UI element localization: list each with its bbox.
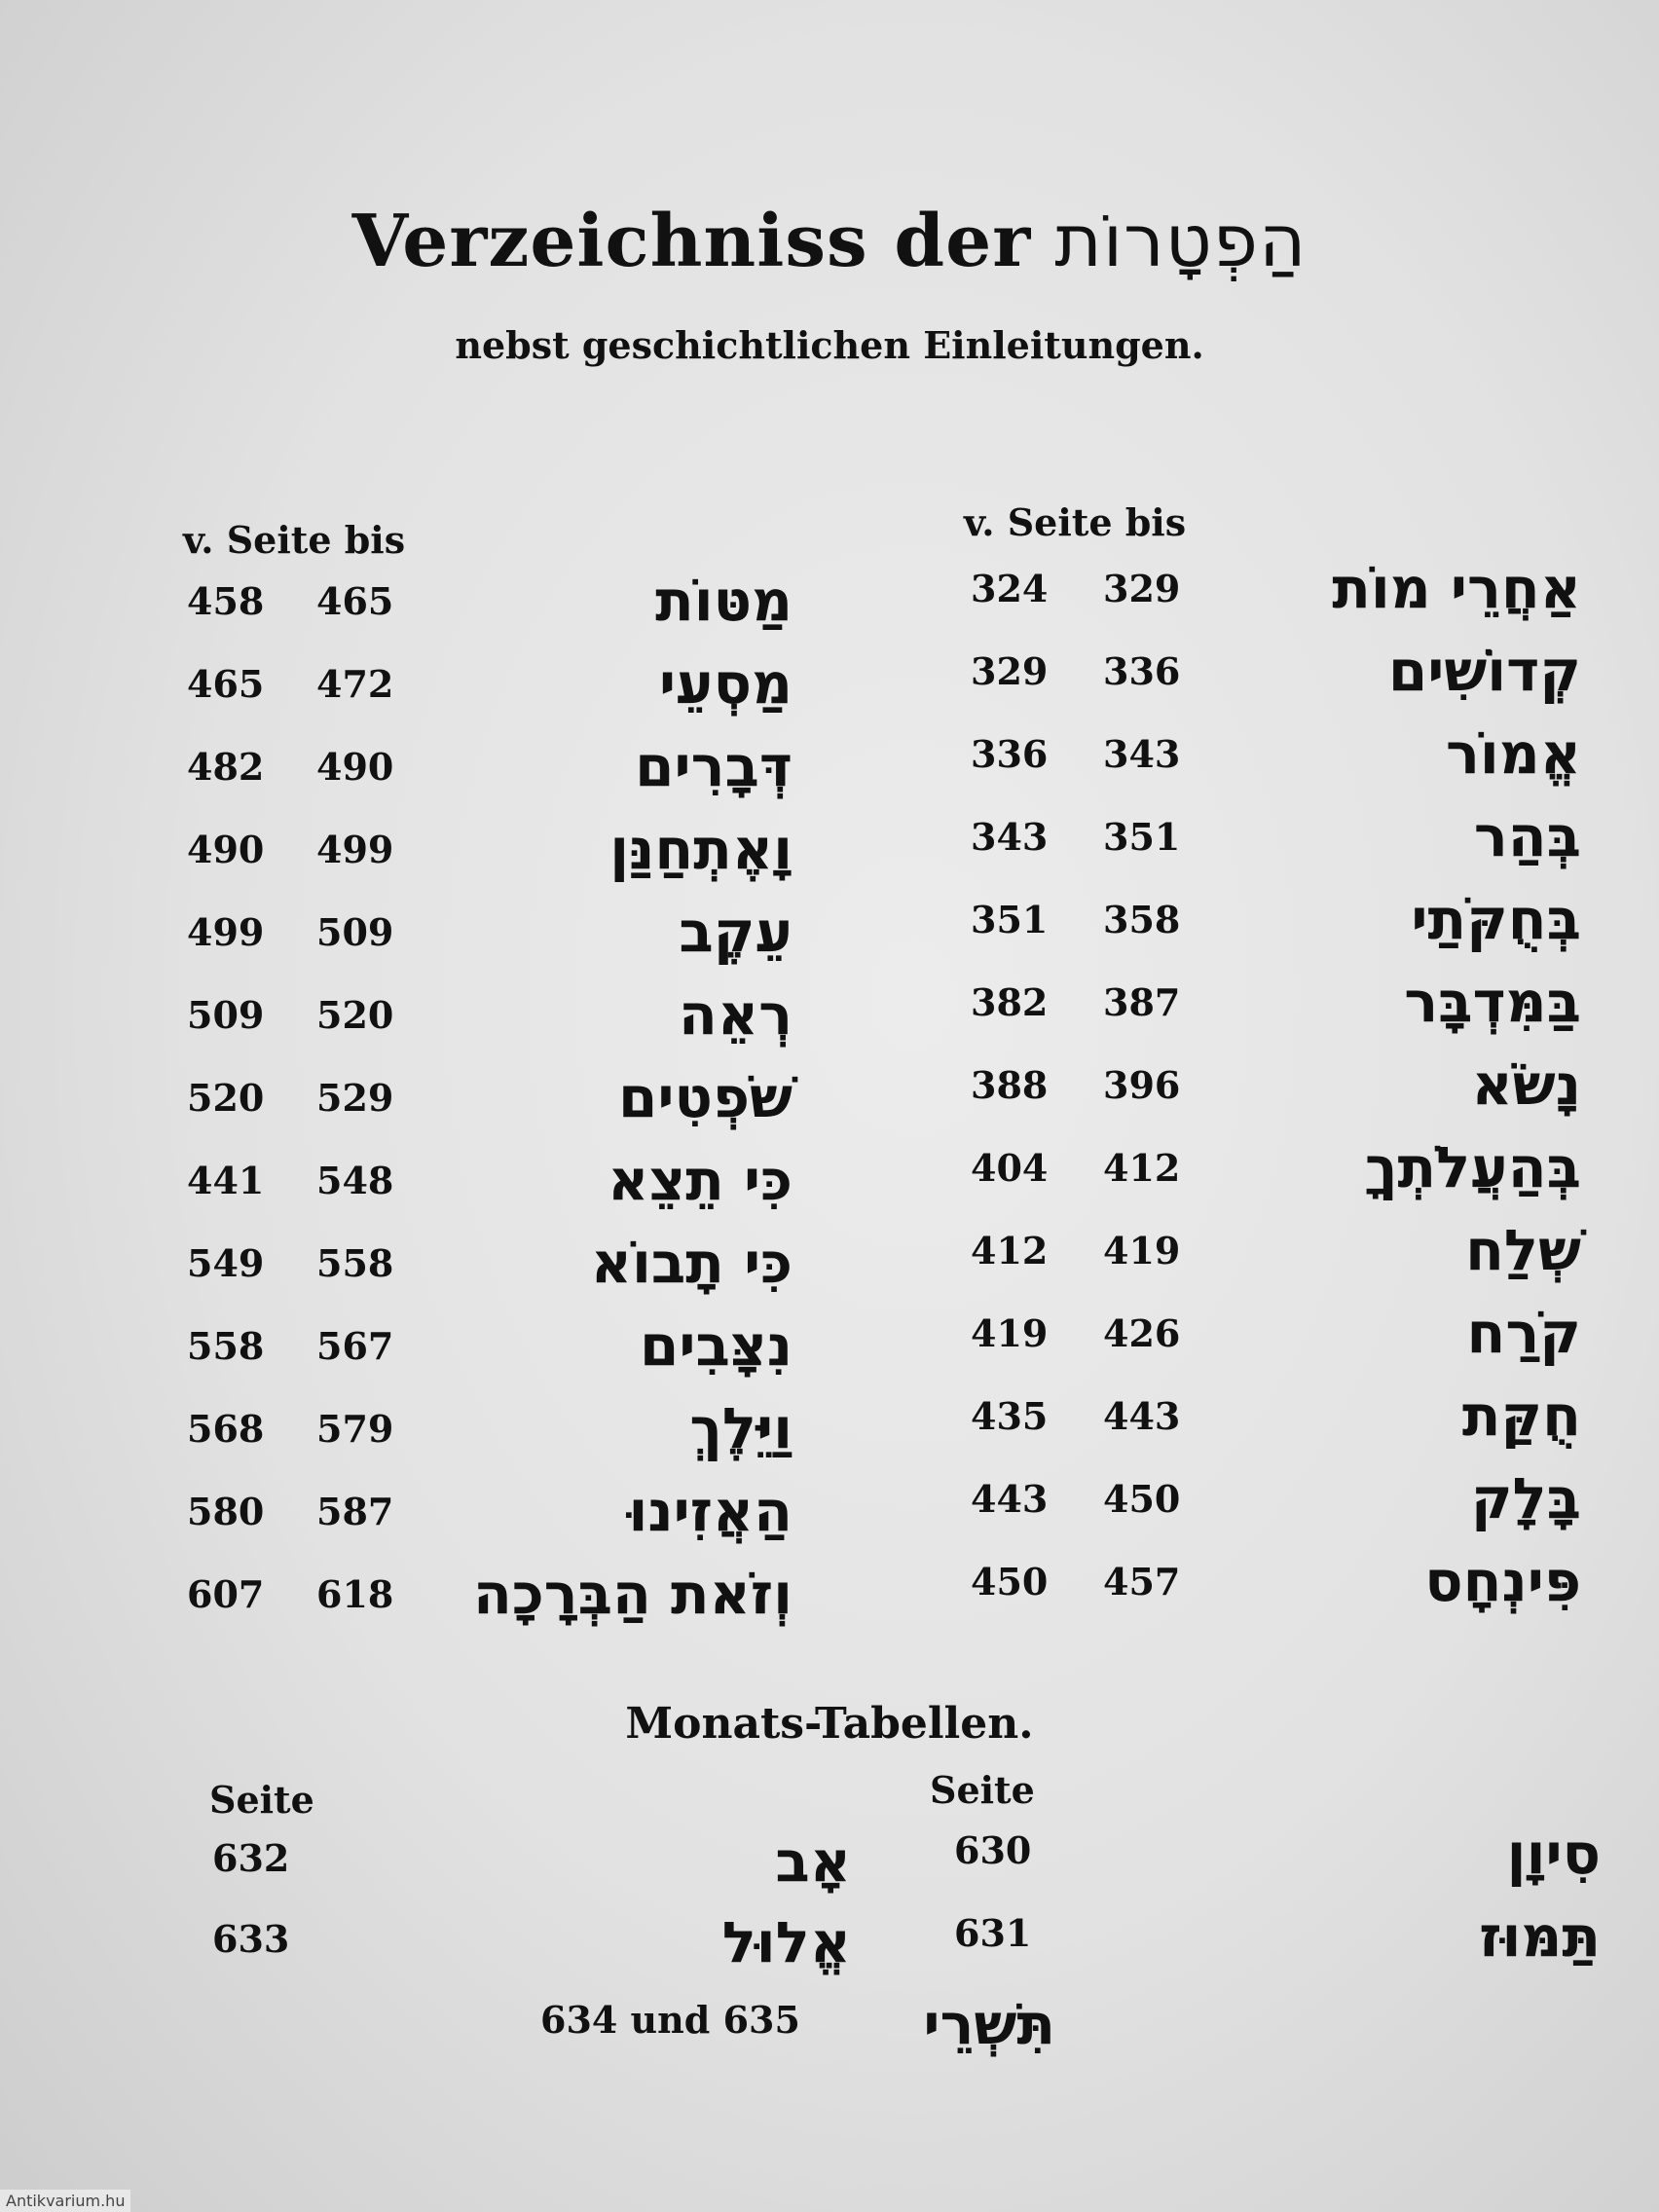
left-row-2-from: 482 — [187, 745, 265, 789]
right-row-1-to: 336 — [1103, 649, 1181, 693]
month-right-1-name: תַּמּוּז — [1479, 1903, 1601, 1970]
left-row-9-from: 558 — [187, 1324, 265, 1368]
right-row-2-name: אֱמוֹר — [1445, 720, 1581, 787]
left-row-12-to: 618 — [316, 1572, 394, 1616]
right-row-7-from: 404 — [971, 1146, 1049, 1190]
right-row-10-to: 443 — [1103, 1394, 1181, 1438]
right-row-6-name: נָשֹׂא — [1471, 1051, 1581, 1118]
left-row-3-name: וָאֶתְחַנַּן — [609, 816, 793, 882]
right-row-4-name: בְּחֻקֹּתַי — [1411, 886, 1581, 952]
left-row-2-name: דְּבָרִים — [635, 733, 793, 799]
month-tishri-pages: 634 und 635 — [540, 1998, 800, 2042]
right-row-5-from: 382 — [971, 980, 1049, 1024]
left-row-3-to: 499 — [316, 828, 394, 871]
month-left-1-page: 633 — [212, 1917, 290, 1961]
right-row-12-name: פִּינְחָס — [1424, 1548, 1581, 1614]
left-column-header: v. Seite bis — [183, 518, 406, 562]
left-row-4-from: 499 — [187, 910, 265, 954]
left-row-4-name: עֵקֶב — [679, 899, 793, 965]
left-row-9-name: נִצָּבִים — [640, 1312, 793, 1379]
month-left-0-name: אָב — [775, 1828, 851, 1895]
left-row-4-to: 509 — [316, 910, 394, 954]
title-german: Verzeichniss der — [351, 200, 1032, 283]
left-row-3-from: 490 — [187, 828, 265, 871]
right-row-10-from: 435 — [971, 1394, 1049, 1438]
watermark: Antikvarium.hu — [0, 2190, 130, 2212]
left-row-7-name: כִּי תֵצֵא — [608, 1147, 793, 1213]
left-row-10-from: 568 — [187, 1407, 265, 1451]
months-left-header: Seite — [209, 1778, 314, 1822]
months-right-header: Seite — [930, 1768, 1035, 1812]
right-row-1-name: קְדוֹשִׁים — [1387, 638, 1581, 704]
right-row-0-to: 329 — [1103, 567, 1181, 610]
title-hebrew: הַפְטָרוֹת — [1054, 200, 1308, 283]
left-row-7-from: 441 — [187, 1159, 265, 1202]
right-row-5-to: 387 — [1103, 980, 1181, 1024]
left-row-9-to: 567 — [316, 1324, 394, 1368]
right-row-3-name: בְּהַר — [1473, 803, 1581, 869]
right-row-6-to: 396 — [1103, 1063, 1181, 1107]
left-row-0-to: 465 — [316, 579, 394, 623]
left-row-5-name: רְאֵה — [679, 981, 793, 1048]
right-row-8-to: 419 — [1103, 1229, 1181, 1272]
left-row-5-to: 520 — [316, 993, 394, 1037]
left-row-1-to: 472 — [316, 662, 394, 706]
left-row-8-to: 558 — [316, 1241, 394, 1285]
left-row-1-name: מַסְעֵי — [658, 650, 793, 717]
right-row-11-to: 450 — [1103, 1477, 1181, 1521]
left-row-11-to: 587 — [316, 1490, 394, 1533]
month-left-0-page: 632 — [212, 1836, 290, 1880]
right-row-12-from: 450 — [971, 1560, 1049, 1604]
right-row-6-from: 388 — [971, 1063, 1049, 1107]
left-row-6-to: 529 — [316, 1076, 394, 1120]
month-right-1-page: 631 — [954, 1911, 1032, 1955]
right-row-9-name: קֹרַח — [1466, 1300, 1581, 1366]
right-row-8-from: 412 — [971, 1229, 1049, 1272]
right-row-9-from: 419 — [971, 1311, 1049, 1355]
left-row-0-from: 458 — [187, 579, 265, 623]
left-row-10-name: וַיֵּלֶךְ — [689, 1395, 793, 1461]
left-row-7-to: 548 — [316, 1159, 394, 1202]
right-row-2-from: 336 — [971, 732, 1049, 776]
left-row-2-to: 490 — [316, 745, 394, 789]
right-row-3-from: 343 — [971, 815, 1049, 859]
left-row-11-name: הַאֲזִינוּ — [628, 1478, 793, 1544]
left-row-8-from: 549 — [187, 1241, 265, 1285]
left-row-6-from: 520 — [187, 1076, 265, 1120]
month-left-1-name: אֱלוּל — [721, 1909, 851, 1975]
month-tishri-name: תִּשְׁרֵי — [923, 1991, 1055, 2057]
left-row-8-name: כִּי תָבוֹא — [590, 1230, 793, 1296]
right-row-3-to: 351 — [1103, 815, 1181, 859]
right-row-11-from: 443 — [971, 1477, 1049, 1521]
right-row-7-to: 412 — [1103, 1146, 1181, 1190]
right-row-2-to: 343 — [1103, 732, 1181, 776]
right-column-header: v. Seite bis — [964, 500, 1187, 544]
left-row-12-name: וְזֹאת הַבְּרָכָה — [472, 1561, 793, 1627]
month-right-0-page: 630 — [954, 1828, 1032, 1872]
right-row-1-from: 329 — [971, 649, 1049, 693]
months-title: Monats-Tabellen. — [625, 1699, 1034, 1749]
left-row-11-from: 580 — [187, 1490, 265, 1533]
right-row-7-name: בְּהַעֲלֹתְךָ — [1365, 1134, 1581, 1200]
left-row-10-to: 579 — [316, 1407, 394, 1451]
right-row-0-from: 324 — [971, 567, 1049, 610]
right-row-4-to: 358 — [1103, 898, 1181, 941]
left-row-5-from: 509 — [187, 993, 265, 1037]
right-row-8-name: שְׁלַח — [1465, 1217, 1581, 1283]
month-right-0-name: סִיוָן — [1506, 1821, 1601, 1887]
left-row-1-from: 465 — [187, 662, 265, 706]
right-row-10-name: חֻקַּת — [1461, 1382, 1581, 1449]
left-row-12-from: 607 — [187, 1572, 265, 1616]
left-row-6-name: שֹׁפְטִים — [618, 1064, 793, 1130]
right-row-4-from: 351 — [971, 898, 1049, 941]
left-row-0-name: מַטּוֹת — [655, 568, 793, 634]
page-title — [0, 200, 1659, 283]
right-row-11-name: בָּלָק — [1470, 1465, 1581, 1531]
right-row-0-name: אַחֲרֵי מוֹת — [1332, 555, 1581, 621]
page-subtitle: nebst geschichtlichen Einleitungen. — [455, 323, 1204, 367]
right-row-9-to: 426 — [1103, 1311, 1181, 1355]
right-row-5-name: בַּמִּדְבָּר — [1404, 969, 1581, 1035]
right-row-12-to: 457 — [1103, 1560, 1181, 1604]
